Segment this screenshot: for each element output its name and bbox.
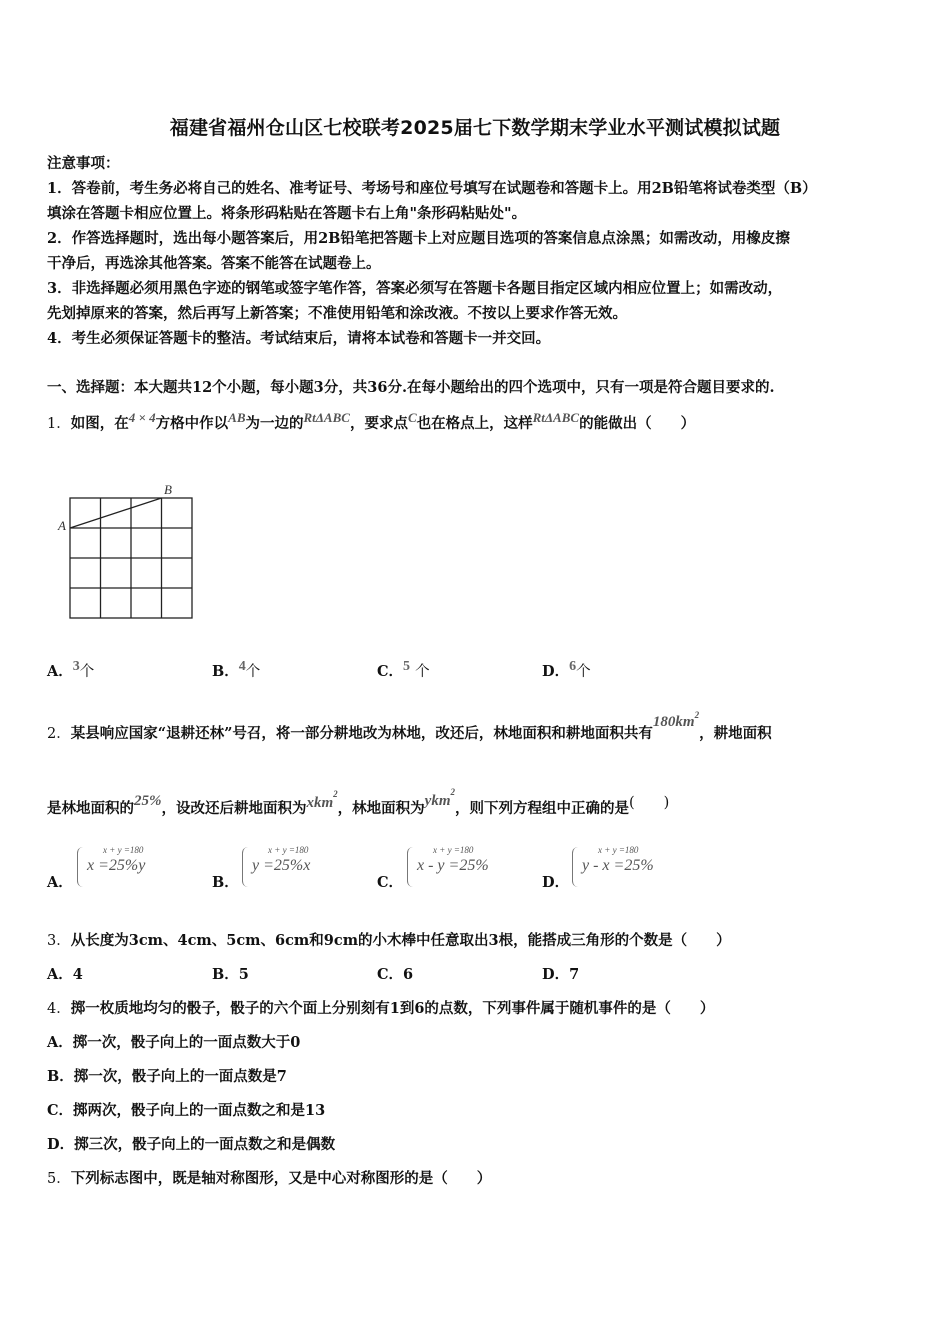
question-number: 2． [47, 726, 71, 742]
option-d[interactable]: D．掷三次，骰子向上的一面点数之和是偶数 [47, 1136, 336, 1153]
notice-line: 2．作答选择题时，选出每小题答案后，用2B铅笔把答题卡上对应题目选项的答案信息点涂黑；如需改动，用橡皮擦 [47, 230, 790, 247]
question-text: ，则下列方程组中正确的是 [455, 800, 629, 817]
question-text: 下列标志图中，既是轴对称图形，又是中心对称图形的是（ ） [70, 1170, 492, 1187]
equation-bottom: y - x =25% [582, 857, 654, 874]
math-triangle: RtΔABC [532, 410, 580, 425]
equation-top: x + y =180 [268, 845, 309, 855]
question-number: 3． [47, 933, 71, 949]
option-c[interactable]: C．掷两次，骰子向上的一面点数之和是13 [47, 1102, 326, 1119]
question-number: 4． [47, 1001, 71, 1017]
option-letter: D． [542, 874, 570, 891]
question-1 [47, 412, 695, 433]
question-text: ，耕地面积 [699, 725, 772, 742]
option-letter: C． [377, 874, 404, 891]
option-a[interactable] [47, 660, 94, 681]
segment-ab [70, 498, 162, 528]
option-value: 5 [403, 659, 411, 674]
math-triangle: RtΔABC [303, 410, 350, 425]
math-point: C [407, 410, 417, 425]
option-b[interactable]: B．掷一次，骰子向上的一面点数是7 [47, 1068, 287, 1085]
math-x-area: xkm [306, 795, 334, 811]
question-text: 的能做出（ ） [579, 415, 696, 432]
option-letter: C． [377, 663, 404, 680]
option-d[interactable]: D．7 [542, 966, 580, 983]
question-text: ，林地面积为 [337, 800, 425, 817]
question-number: 1． [47, 416, 71, 432]
option-unit: 个 [576, 664, 591, 680]
brace-icon [77, 847, 84, 887]
option-letter: B． [212, 663, 239, 680]
option-b[interactable] [212, 660, 260, 681]
math-percent: 25% [134, 793, 162, 809]
question-2-line-2: 是林地面积的25%，设改还后耕地面积为xkm$^2$，林地面积为ykm$^2$，则下列方程组中正确的是( ) [47, 787, 670, 817]
page-title: 福建省福州仓山区七校联考2025届七下数学期末学业水平测试模拟试题 [169, 117, 781, 139]
question-2-line-1: 2．某县响应国家“退耕还林”号召，将一部分耕地改为林地，改还后，林地面积和耕地面积共有$180km^2$，耕地面积 [47, 710, 772, 742]
question-text: ，要求点 [349, 415, 408, 432]
question-3 [47, 929, 731, 950]
math-area-total: 180km [652, 714, 695, 730]
option-d[interactable] [542, 660, 591, 681]
option-unit: 个 [415, 664, 430, 680]
option-c[interactable]: C．6 [377, 966, 414, 983]
question-text: 是林地面积的 [47, 800, 134, 817]
equation-top: x + y =180 [103, 845, 144, 855]
option-letter: B． [212, 874, 239, 891]
option-unit: 个 [245, 664, 261, 680]
question-text: 方格中作以 [155, 415, 229, 432]
option-b[interactable]: B．5 [212, 966, 249, 983]
option-letter: A． [47, 663, 73, 680]
brace-icon [407, 847, 414, 887]
question-text: 如图，在 [70, 415, 129, 432]
option-b[interactable] [212, 845, 372, 893]
notice-line: 3．非选择题必须用黑色字迹的钢笔或签字笔作答，答案必须写在答题卡各题目指定区域内相应位置上；如需改动， [47, 280, 783, 297]
grid-figure [50, 478, 200, 623]
equation-system [407, 845, 527, 891]
equation-top: x + y =180 [433, 845, 474, 855]
point-b-label: B [164, 482, 172, 497]
answer-paren: ( ) [629, 795, 670, 811]
option-a[interactable] [47, 845, 207, 893]
option-a[interactable]: A．4 [47, 966, 83, 983]
equation-bottom: x =25%y [87, 857, 146, 874]
equation-top: x + y =180 [598, 845, 639, 855]
notice-heading: 注意事项： [47, 155, 120, 172]
question-text: ，设改还后耕地面积为 [161, 800, 307, 817]
option-value: 6 [569, 659, 577, 674]
notice-line: 4．考生必须保证答题卡的整洁。考试结束后，请将本试卷和答题卡一并交回。 [47, 330, 551, 347]
question-text: 掷一枚质地均匀的骰子，骰子的六个面上分别刻有1到6的点数，下列事件属于随机事件的是（ ） [70, 1000, 715, 1017]
notice-line: 1．答卷前，考生务必将自己的姓名、准考证号、考场号和座位号填写在试题卷和答题卡上。用2B铅笔将试卷类型（B） [47, 180, 817, 197]
notice-line: 先划掉原来的答案，然后再写上新答案；不准使用铅笔和涂改液。不按以上要求作答无效。 [47, 305, 627, 322]
option-value: 4 [238, 659, 246, 674]
point-a-label: A [58, 518, 66, 533]
equation-system [572, 845, 692, 891]
question-number: 5． [47, 1171, 71, 1187]
option-unit: 个 [79, 664, 95, 680]
question-text: 从长度为3cm、4cm、5cm、6cm和9cm的小木棒中任意取出3根，能搭成三角形的个数是（ ） [70, 932, 731, 949]
equation-system [77, 845, 197, 891]
question-4 [47, 997, 714, 1018]
question-5 [47, 1167, 491, 1188]
question-text: 也在格点上，这样 [416, 415, 533, 432]
math-y-area: ykm [424, 793, 451, 809]
option-letter: A． [47, 874, 73, 891]
notice-line: 填涂在答题卡相应位置上。将条形码粘贴在答题卡右上角"条形码粘贴处"。 [47, 205, 527, 222]
equation-bottom: y =25%x [252, 857, 311, 874]
option-d[interactable] [542, 845, 702, 893]
option-a[interactable]: A．掷一次，骰子向上的一面点数大于0 [47, 1034, 301, 1051]
option-letter: D． [542, 663, 570, 680]
notice-line: 干净后，再选涂其他答案。答案不能答在试题卷上。 [47, 255, 381, 272]
math-segment: AB [228, 410, 246, 425]
brace-icon [572, 847, 579, 887]
question-text: 某县响应国家“退耕还林”号召，将一部分耕地改为林地，改还后，林地面积和耕地面积共有 [70, 725, 653, 742]
math-grid-size: 4 × 4 [128, 410, 156, 425]
option-value: 3 [72, 659, 80, 674]
option-c[interactable] [377, 845, 537, 893]
equation-system [242, 845, 362, 891]
grid-lines [70, 498, 192, 618]
question-text: 为一边的 [245, 415, 304, 432]
option-c[interactable] [377, 660, 430, 681]
brace-icon [242, 847, 249, 887]
equation-bottom: x - y =25% [417, 857, 489, 874]
section-heading: 一、选择题：本大题共12个小题，每小题3分，共36分.在每小题给出的四个选项中，只有一项是符合题目要求的. [47, 379, 775, 396]
